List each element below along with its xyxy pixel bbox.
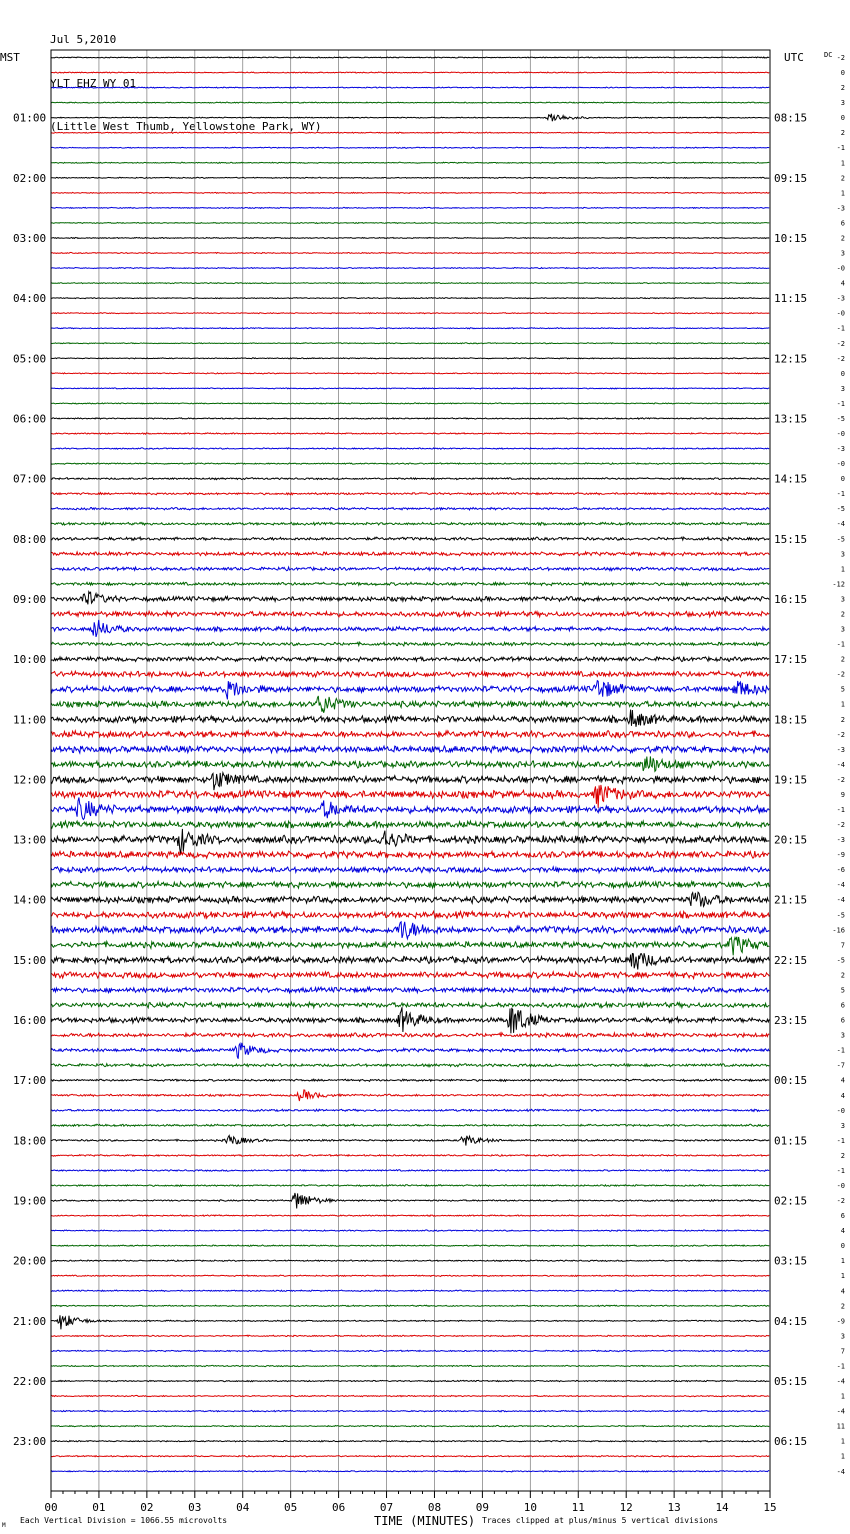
trace-81 [51,1275,769,1276]
dc-offset-labels [832,54,845,1476]
utc-hour-label: 08:15 [774,111,808,125]
trace-79 [51,1245,769,1246]
dc-offset-label: -12 [832,580,845,589]
x-tick-label: 03 [188,1501,202,1514]
trace-2 [51,87,769,88]
dc-offset-label: -1 [836,806,845,814]
dc-offset-label: 2 [840,174,845,183]
trace-33 [51,552,769,556]
trace-19 [51,343,769,344]
footer-scale-note: Each Vertical Division = 1066.55 microvolts [20,1516,228,1525]
trace-80 [51,1260,769,1261]
header-location: (Little West Thumb, Yellowstone Park, WY) [50,120,322,133]
x-tick-label: 00 [44,1501,58,1514]
dc-offset-label: 3 [840,625,845,634]
trace-63 [51,1002,769,1008]
trace-13 [51,252,769,253]
footer-left-mark: M [2,1522,6,1529]
mst-hour-label: 16:00 [13,1014,47,1028]
seismic-traces [51,57,769,1472]
trace-91 [51,1425,769,1426]
dc-offset-label: 9 [840,790,845,799]
trace-76 [51,1193,769,1209]
dc-offset-label: 3 [840,99,845,108]
utc-hour-label: 18:15 [774,713,808,727]
trace-85 [51,1335,769,1336]
trace-47 [51,756,769,771]
trace-20 [51,358,769,359]
dc-offset-label: -3 [836,294,845,303]
dc-offset-label: -9 [836,1317,845,1326]
trace-74 [51,1170,769,1172]
dc-offset-label: 2 [840,1151,845,1160]
mst-hour-label: 06:00 [13,412,47,426]
trace-24 [51,418,769,419]
mst-hour-labels [13,112,46,1449]
trace-93 [51,1456,769,1457]
dc-offset-label: 2 [840,234,845,243]
dc-offset-label: 6 [840,1001,845,1010]
utc-hour-label: 11:15 [774,292,808,306]
utc-hour-label: 19:15 [774,773,808,787]
trace-28 [51,478,769,480]
dc-offset-label: -1 [836,490,845,499]
dc-offset-label: -4 [836,1377,845,1386]
dc-offset-label: -1 [836,399,845,408]
trace-52 [51,829,769,854]
utc-hour-label: 04:15 [774,1314,808,1328]
dc-offset-label: 3 [840,550,845,559]
trace-40 [51,657,769,662]
utc-hour-label: 00:15 [774,1074,808,1088]
mst-hour-label: 23:00 [13,1435,47,1449]
x-tick-label: 13 [667,1501,681,1514]
trace-88 [51,1380,769,1381]
trace-22 [51,388,769,389]
mst-hour-label: 12:00 [13,773,47,787]
mst-hour-label: 02:00 [13,171,47,185]
dc-offset-label: 1 [840,1437,845,1446]
utc-hour-labels [774,112,807,1449]
trace-90 [51,1410,769,1411]
trace-75 [51,1185,769,1187]
trace-68 [51,1079,769,1081]
utc-hour-label: 20:15 [774,833,808,847]
dc-offset-label: -0 [836,264,845,273]
trace-15 [51,283,769,284]
mst-hour-label: 21:00 [13,1314,47,1328]
utc-hour-label: 03:15 [774,1254,808,1268]
x-tick-label: 10 [523,1501,537,1514]
dc-offset-label: 7 [840,941,845,950]
mst-hour-label: 07:00 [13,472,47,486]
trace-4 [51,114,769,121]
trace-83 [51,1305,769,1306]
x-tick-label: 05 [284,1501,298,1514]
dc-offset-label: -1 [836,1046,845,1055]
dc-offset-label: 1 [840,1392,845,1401]
dc-offset-label: 4 [840,1227,845,1236]
x-tick-label: 09 [475,1501,490,1514]
utc-hour-label: 22:15 [774,953,808,967]
trace-87 [51,1365,769,1366]
dc-offset-label: -4 [836,1467,845,1476]
trace-27 [51,463,769,464]
trace-57 [51,911,769,918]
trace-53 [51,851,769,858]
trace-32 [51,537,769,540]
dc-offset-label: 1 [840,565,845,574]
dc-offset-label: -4 [836,896,845,905]
trace-44 [51,710,769,727]
dc-offset-label: -2 [836,821,845,830]
dc-offset-label: 2 [840,655,845,664]
trace-64 [51,1007,769,1033]
dc-offset-label: -6 [836,866,845,875]
dc-offset-label: -2 [836,354,845,363]
header-date: Jul 5,2010 [50,33,117,46]
header-station: YLT EHZ WY 01 [50,76,137,90]
dc-offset-label: -0 [836,309,845,318]
dc-offset-label: -5 [836,414,845,423]
dc-offset-label: 2 [840,715,845,724]
trace-89 [51,1395,769,1396]
dc-offset-label: -5 [836,505,845,514]
trace-71 [51,1124,769,1126]
dc-offset-label: 0 [840,369,845,378]
trace-38 [51,620,769,637]
dc-offset-label: 4 [840,1091,845,1100]
trace-8 [51,177,769,178]
mst-hour-label: 20:00 [13,1254,47,1268]
utc-hour-label: 09:15 [774,171,808,185]
trace-21 [51,373,769,374]
dc-axis-title: DC [824,51,833,59]
dc-offset-label: 2 [840,971,845,980]
dc-offset-label: -5 [836,911,845,920]
trace-37 [51,611,769,617]
trace-31 [51,522,769,525]
dc-offset-label: 3 [840,249,845,258]
x-tick-label: 01 [92,1501,106,1514]
dc-offset-label: -5 [836,535,845,544]
dc-offset-label: 7 [840,1347,845,1356]
dc-offset-label: 0 [840,475,845,484]
dc-offset-label: -2 [836,54,845,62]
trace-73 [51,1155,769,1157]
utc-hour-label: 17:15 [774,653,808,667]
trace-49 [51,785,769,808]
dc-offset-label: 1 [840,1257,845,1266]
dc-offset-label: 0 [840,69,845,78]
x-tick-label: 11 [571,1501,585,1514]
trace-17 [51,313,769,314]
utc-hour-label: 10:15 [774,231,808,245]
dc-offset-label: 3 [840,384,845,393]
dc-offset-label: 2 [840,129,845,138]
trace-54 [51,867,769,873]
mst-hour-label: 14:00 [13,893,47,907]
trace-86 [51,1350,769,1351]
utc-hour-label: 14:15 [774,472,808,486]
trace-50 [51,798,769,820]
utc-hour-label: 02:15 [774,1194,808,1208]
dc-offset-label: 3 [840,1332,845,1341]
trace-0 [51,57,769,58]
dc-offset-label: -7 [836,1061,845,1070]
mst-hour-label: 03:00 [13,231,47,245]
dc-offset-label: -0 [836,430,845,438]
trace-26 [51,448,769,449]
mst-hour-label: 22:00 [13,1375,47,1389]
dc-offset-label: -1 [836,144,845,153]
utc-hour-label: 05:15 [774,1375,808,1389]
trace-41 [51,671,769,677]
utc-hour-label: 13:15 [774,412,808,426]
x-tick-label: 08 [427,1501,442,1514]
x-tick-label: 02 [140,1501,154,1514]
dc-offset-label: -2 [836,670,845,679]
trace-60 [51,953,769,969]
trace-72 [51,1136,769,1146]
mst-hour-label: 19:00 [13,1194,47,1208]
dc-offset-label: 3 [840,1031,845,1040]
dc-offset-label: 11 [836,1422,845,1431]
utc-hour-label: 16:15 [774,592,808,606]
trace-92 [51,1441,769,1442]
trace-14 [51,268,769,269]
dc-offset-label: -1 [836,1166,845,1175]
mst-hour-label: 10:00 [13,653,47,667]
dc-offset-label: -3 [836,204,845,213]
dc-offset-label: 1 [840,700,845,709]
trace-25 [51,433,769,434]
trace-39 [51,642,769,646]
mst-hour-label: 15:00 [13,953,47,967]
mst-hour-label: 09:00 [13,592,47,606]
minute-gridlines [99,50,722,1491]
mst-hour-label: 18:00 [13,1134,47,1148]
dc-offset-label: -2 [836,1197,845,1206]
trace-62 [51,987,769,993]
trace-58 [51,922,769,939]
dc-offset-label: 3 [840,595,845,604]
trace-18 [51,328,769,329]
trace-55 [51,881,769,888]
dc-offset-label: 2 [840,610,845,619]
trace-69 [51,1090,769,1101]
trace-6 [51,147,769,148]
dc-offset-label: -2 [836,775,845,784]
dc-offset-label: -3 [836,745,845,754]
trace-5 [51,132,769,133]
dc-offset-label: -3 [836,445,845,454]
trace-43 [51,696,769,713]
dc-offset-label: -9 [836,851,845,860]
mst-hour-label: 05:00 [13,352,47,366]
dc-offset-label: -1 [836,640,845,649]
dc-offset-label: 4 [840,1287,845,1296]
dc-offset-label: 6 [840,219,845,228]
utc-axis-title: UTC [784,51,804,64]
mst-hour-label: 01:00 [13,111,47,125]
trace-36 [51,592,769,605]
trace-23 [51,403,769,404]
dc-offset-label: 1 [840,1452,845,1461]
mst-hour-label: 13:00 [13,833,47,847]
x-tick-label: 12 [619,1501,633,1514]
mst-hour-label: 08:00 [13,532,47,546]
trace-45 [51,731,769,738]
dc-offset-label: -1 [836,324,845,333]
trace-94 [51,1471,769,1472]
trace-59 [51,937,769,956]
dc-offset-label: -5 [836,956,845,965]
utc-hour-label: 12:15 [774,352,808,366]
dc-offset-label: -2 [836,730,845,739]
trace-77 [51,1215,769,1216]
trace-29 [51,493,769,495]
dc-offset-label: 5 [840,986,845,995]
dc-offset-label: -0 [836,460,845,469]
trace-34 [51,567,769,571]
dc-offset-label: 5 [840,685,845,694]
dc-offset-label: 4 [840,279,845,288]
dc-offset-label: 0 [840,114,845,123]
trace-12 [51,237,769,238]
trace-10 [51,207,769,208]
trace-70 [51,1109,769,1111]
dc-offset-label: -16 [832,926,845,935]
trace-84 [51,1315,769,1329]
trace-16 [51,298,769,299]
utc-hour-label: 21:15 [774,893,808,907]
trace-67 [51,1064,769,1067]
mst-hour-label: 17:00 [13,1074,47,1088]
dc-offset-label: -4 [836,760,845,769]
trace-66 [51,1043,769,1059]
dc-offset-label: 1 [840,1272,845,1281]
trace-9 [51,192,769,193]
trace-42 [51,681,769,700]
utc-hour-label: 23:15 [774,1014,808,1028]
trace-46 [51,746,769,753]
utc-hour-label: 06:15 [774,1435,808,1449]
x-axis-ticks [44,1491,776,1514]
trace-3 [51,102,769,103]
trace-82 [51,1290,769,1291]
utc-hour-label: 01:15 [774,1134,808,1148]
trace-56 [51,892,769,906]
dc-offset-label: 6 [840,1016,845,1025]
trace-11 [51,222,769,223]
x-tick-label: 07 [379,1501,394,1514]
dc-offset-label: -3 [836,836,845,845]
dc-offset-label: -4 [836,1407,845,1416]
trace-78 [51,1230,769,1231]
trace-48 [51,773,769,790]
dc-offset-label: 1 [840,159,845,168]
utc-hour-label: 15:15 [774,532,808,546]
dc-offset-label: 3 [840,1121,845,1130]
x-tick-label: 15 [763,1501,777,1514]
trace-1 [51,72,769,73]
dc-offset-label: 1 [840,189,845,198]
dc-offset-label: 4 [840,1076,845,1085]
mst-hour-label: 11:00 [13,713,47,727]
x-tick-label: 04 [236,1501,250,1514]
dc-offset-label: 0 [840,1242,845,1251]
mst-axis-title: MST [0,51,20,64]
dc-offset-label: -0 [836,1182,845,1190]
x-tick-label: 14 [715,1501,729,1514]
trace-7 [51,162,769,163]
x-tick-label: 06 [331,1501,346,1514]
footer-clip-note: Traces clipped at plus/minus 5 vertical divisions [482,1516,719,1525]
trace-30 [51,508,769,511]
trace-51 [51,821,769,828]
trace-61 [51,972,769,979]
dc-offset-label: 2 [840,84,845,93]
dc-offset-label: -1 [836,1362,845,1371]
dc-offset-label: -4 [836,520,845,529]
dc-offset-label: 6 [840,1212,845,1221]
dc-offset-label: -1 [836,1136,845,1145]
trace-65 [51,1033,769,1038]
x-axis-label: TIME (MINUTES) [374,1514,476,1528]
dc-offset-label: 2 [840,1302,845,1311]
dc-offset-label: -2 [836,339,845,348]
dc-offset-label: -4 [836,881,845,890]
dc-offset-label: -0 [836,1106,845,1115]
trace-35 [51,582,769,585]
mst-hour-label: 04:00 [13,292,47,306]
